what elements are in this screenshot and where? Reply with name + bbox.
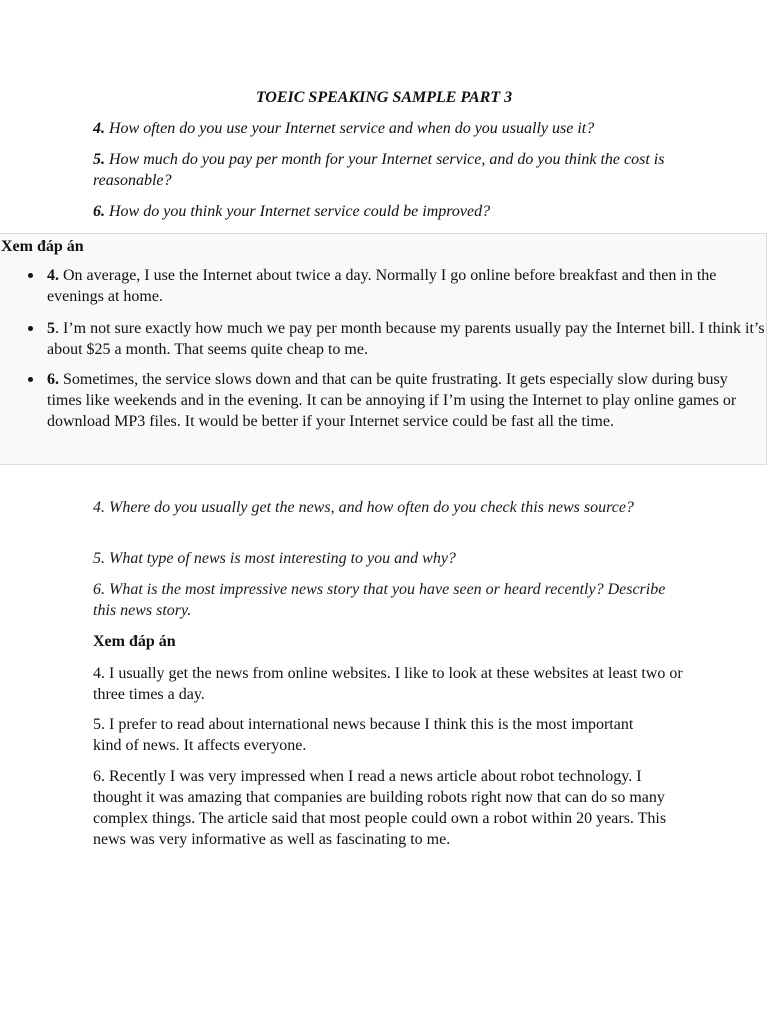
bullet-icon — [28, 377, 33, 382]
question-5-internet — [93, 149, 678, 191]
answer-text: . I’m not sure exactly how much we pay per month because my parents usually pay the Internet bill. I think it’s about $25 a month. That seems quite cheap to me. — [47, 320, 765, 358]
answer-5-news: 5. I prefer to read about international news because I think this is the most important kind of news. It affects everyone. — [93, 716, 634, 754]
question-5-news: 5. What type of news is most interesting to you and why? — [93, 550, 456, 567]
answer-text: Sometimes, the service slows down and that can be quite frustrating. It gets especially slow during busy times like weekends and in the evening. It can be annoying if I’m using the Internet to play online games or download MP3 files. It would be better if your Internet service could be fast all the time. — [47, 371, 737, 430]
answer-heading[interactable]: Xem đáp án — [1, 238, 84, 255]
question-number: 4. — [93, 120, 105, 137]
answer-text: On average, I use the Internet about twice a day. Normally I go online before breakfast and then in the evenings at home. — [47, 267, 717, 305]
question-4-news: 4. Where do you usually get the news, and how often do you check this news source? — [93, 499, 634, 516]
answer-number: 6. — [47, 371, 59, 388]
question-text: How much do you pay per month for your Internet service, and do you think the cost is reasonable? — [93, 151, 665, 189]
question-text: How do you think your Internet service could be improved? — [105, 203, 491, 220]
question-number: 6. — [93, 203, 105, 220]
answer-box — [0, 233, 767, 465]
bullet-icon — [28, 326, 33, 331]
question-4-internet — [93, 118, 693, 139]
answer-item-4 — [47, 265, 765, 307]
question-6-news: 6. What is the most impressive news story that you have seen or heard recently? Describe this news story. — [93, 581, 666, 619]
answer-number: 5 — [47, 320, 55, 337]
page-title: TOEIC SPEAKING SAMPLE PART 3 — [255, 89, 513, 106]
question-text: How often do you use your Internet service and when do you usually use it? — [105, 120, 595, 137]
bullet-icon — [28, 273, 33, 278]
question-6-internet — [93, 201, 693, 222]
answer-6-news: 6. Recently I was very impressed when I read a news article about robot technology. I thought it was amazing that companies are building robots right now that can do so many complex things. The article said that most people could own a robot within 20 years. This news was very informative as well as fascinating to me. — [93, 768, 667, 848]
answer-4-news: 4. I usually get the news from online websites. I like to look at these websites at least two or three times a day. — [93, 665, 683, 703]
answer-item-5 — [47, 318, 765, 360]
answer-item-6 — [47, 369, 765, 432]
answer-heading-2[interactable]: Xem đáp án — [93, 633, 176, 650]
question-number: 5. — [93, 151, 105, 168]
answer-number: 4. — [47, 267, 59, 284]
